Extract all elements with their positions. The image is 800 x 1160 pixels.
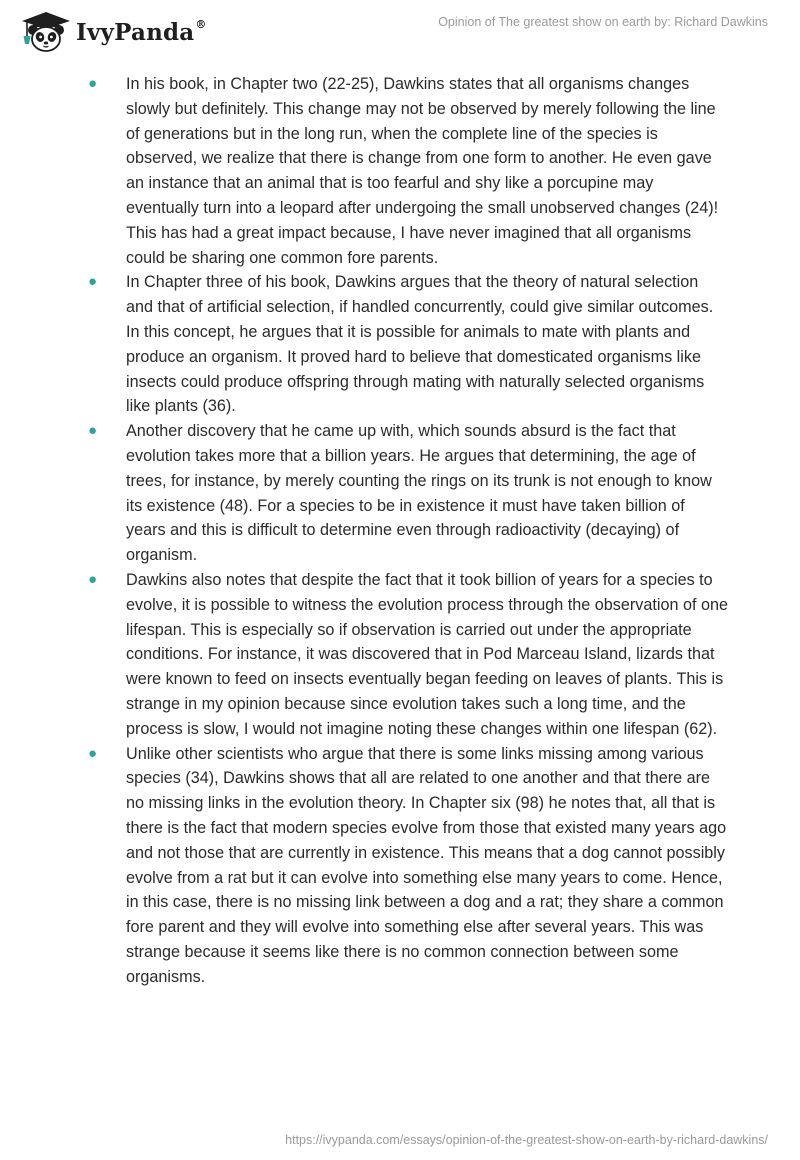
- document-title: Opinion of The greatest show on earth by: Richard Dawkins: [438, 15, 768, 29]
- list-item-text: Dawkins also notes that despite the fact that it took billion of years for a species to evolve, it is possible to witness the evolution process through the observation of one lifespan. This is especially so if observation is carried out under the appropriate conditions. For instance, it was discovered that in Pod Marceau Island, lizards that were known to feed on insects eventually began feeding on leaves of plants. This is strange in my opinion because since evolution takes such a long time, and the process is slow, I would not imagine noting these changes within one lifespan (62).: [126, 570, 728, 738]
- bullet-dot-icon: ●: [88, 744, 98, 762]
- panda-graduate-icon: [14, 8, 72, 54]
- list-item-text: Another discovery that he came up with, which sounds absurd is the fact that evolution takes more that a billion years. He argues that determining, the age of trees, for instance, by merely counting the rings on its trunk is not enough to know its existence (48). For a species to be in existence it must have taken billion of years and this is difficult to determine even through radioactivity (decaying) of organism.: [126, 422, 712, 565]
- list-item-text: In Chapter three of his book, Dawkins argues that the theory of natural selection and that of artificial selection, if handled concurrently, could give similar outcomes. In this concept, he argues that it is possible for animals to mate with plants and produce an organism. It proved hard to believe that domesticated organisms like insects could produce offspring through mating with naturally selected organisms like plants (36).: [126, 273, 714, 416]
- brand-logo[interactable]: [14, 8, 207, 54]
- list-item: [88, 742, 728, 990]
- registered-mark: ®: [195, 17, 207, 31]
- source-url[interactable]: https://ivypanda.com/essays/opinion-of-the-greatest-show-on-earth-by-richard-dawkins/: [285, 1133, 768, 1147]
- list-item-text: In his book, in Chapter two (22-25), Dawkins states that all organisms changes slowly but definitely. This change may not be observed by merely following the line of generations but in the long run, when the complete line of the species is observed, we realize that there is change from one form to another. He even gave an instance that an animal that is too fearful and shy like a porcupine may eventually turn into a leopard after undergoing the small unobserved changes (24)! This has had a great impact because, I have never imagined that all organisms could be sharing one common fore parents.: [126, 75, 719, 267]
- list-item: [88, 568, 728, 742]
- bullet-dot-icon: ●: [88, 570, 98, 588]
- brand-name: IvyPanda®: [76, 17, 207, 46]
- bullet-dot-icon: ●: [88, 273, 98, 291]
- page-header: [0, 0, 800, 60]
- list-item: [88, 72, 728, 270]
- essay-content: [88, 72, 728, 989]
- bullet-dot-icon: ●: [88, 422, 98, 440]
- bullet-dot-icon: ●: [88, 75, 98, 92]
- list-item-text: Unlike other scientists who argue that there is some links missing among various species (34), Dawkins shows that all are related to one another and that there are no missing links in the evolution theory. In Chapter six (98) he notes that, all that is there is the fact that modern species evolve from those that existed many years ago and not those that are currently in existence. This means that a dog cannot possibly evolve from a rat but it can evolve into something else many years to come. Hence, in this case, there is no missing link between a dog and a rat; they share a common fore parent and they will evolve into something else after several years. This was strange because it seems like there is no common connection between some organisms.: [126, 744, 727, 986]
- list-item: [88, 419, 728, 568]
- list-item: [88, 270, 728, 419]
- bullet-list: [88, 72, 728, 989]
